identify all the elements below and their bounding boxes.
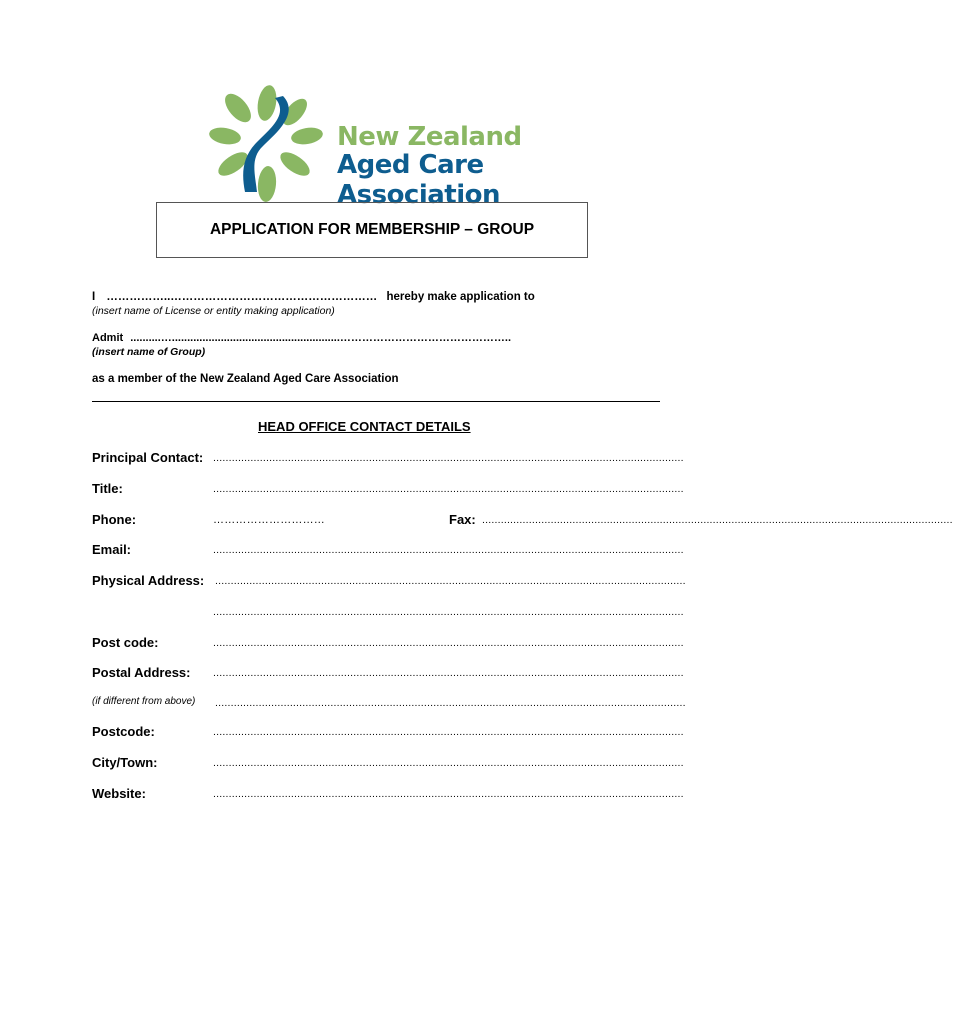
postal-address-field[interactable]: ....................................................................................................................................................... (213, 667, 684, 679)
intro-line1-prefix: I (92, 291, 96, 303)
section-heading: HEAD OFFICE CONTACT DETAILS (258, 419, 471, 434)
postal-hint: (if different from above) (92, 696, 196, 707)
website-label: Website: (92, 786, 146, 801)
principal-contact-field[interactable]: ....................................................................................................................................................... (213, 452, 684, 464)
fax-field[interactable]: ....................................................................................................................................................... (482, 514, 953, 526)
postal-address-field-2[interactable]: ....................................................................................................................................................... (215, 697, 686, 709)
title-box (156, 202, 588, 258)
logo-line1: New Zealand (337, 122, 522, 152)
physical-address-field-2[interactable]: ....................................................................................................................................................... (213, 606, 684, 618)
post-code-field[interactable]: ....................................................................................................................................................... (213, 637, 684, 649)
title-field[interactable]: ....................................................................................................................................................... (213, 483, 684, 495)
phone-field[interactable]: ………………………… (213, 514, 325, 526)
postal-address-label: Postal Address: (92, 665, 191, 680)
email-field[interactable]: ....................................................................................................................................................... (213, 544, 684, 556)
postcode-label: Postcode: (92, 724, 155, 739)
page-title: APPLICATION FOR MEMBERSHIP – GROUP (209, 221, 535, 238)
intro-line1 (92, 291, 535, 303)
divider (92, 401, 660, 402)
postcode-field[interactable]: ....................................................................................................................................................... (213, 726, 684, 738)
intro-line1-dots: ……………..……………………………………………… (106, 291, 378, 303)
intro-line2-dots: ..........….......................................................……………………………………….. (130, 332, 511, 344)
email-label: Email: (92, 542, 132, 557)
physical-address-label: Physical Address: (92, 573, 205, 588)
logo (205, 84, 545, 210)
logo-line2: Aged Care Association (337, 150, 501, 210)
intro-line1-hint: (insert name of License or entity making application) (92, 305, 335, 317)
nzaca-leaf-icon (205, 84, 330, 206)
intro-line2-hint: (insert name of Group) (92, 346, 206, 358)
website-field[interactable]: ....................................................................................................................................................... (213, 788, 684, 800)
intro-line1-suffix: hereby make application to (386, 291, 535, 303)
intro-line2-prefix: Admit (92, 332, 124, 344)
intro-line2 (92, 332, 511, 344)
physical-address-field[interactable]: ....................................................................................................................................................... (215, 575, 686, 587)
post-code-label: Post code: (92, 635, 159, 650)
fax-label: Fax: (449, 512, 476, 527)
title-label: Title: (92, 481, 123, 496)
intro-line3: as a member of the New Zealand Aged Care Association (92, 373, 399, 385)
principal-contact-label: Principal Contact: (92, 450, 204, 465)
city-town-label: City/Town: (92, 755, 158, 770)
city-town-field[interactable]: ....................................................................................................................................................... (213, 757, 684, 769)
phone-label: Phone: (92, 512, 137, 527)
